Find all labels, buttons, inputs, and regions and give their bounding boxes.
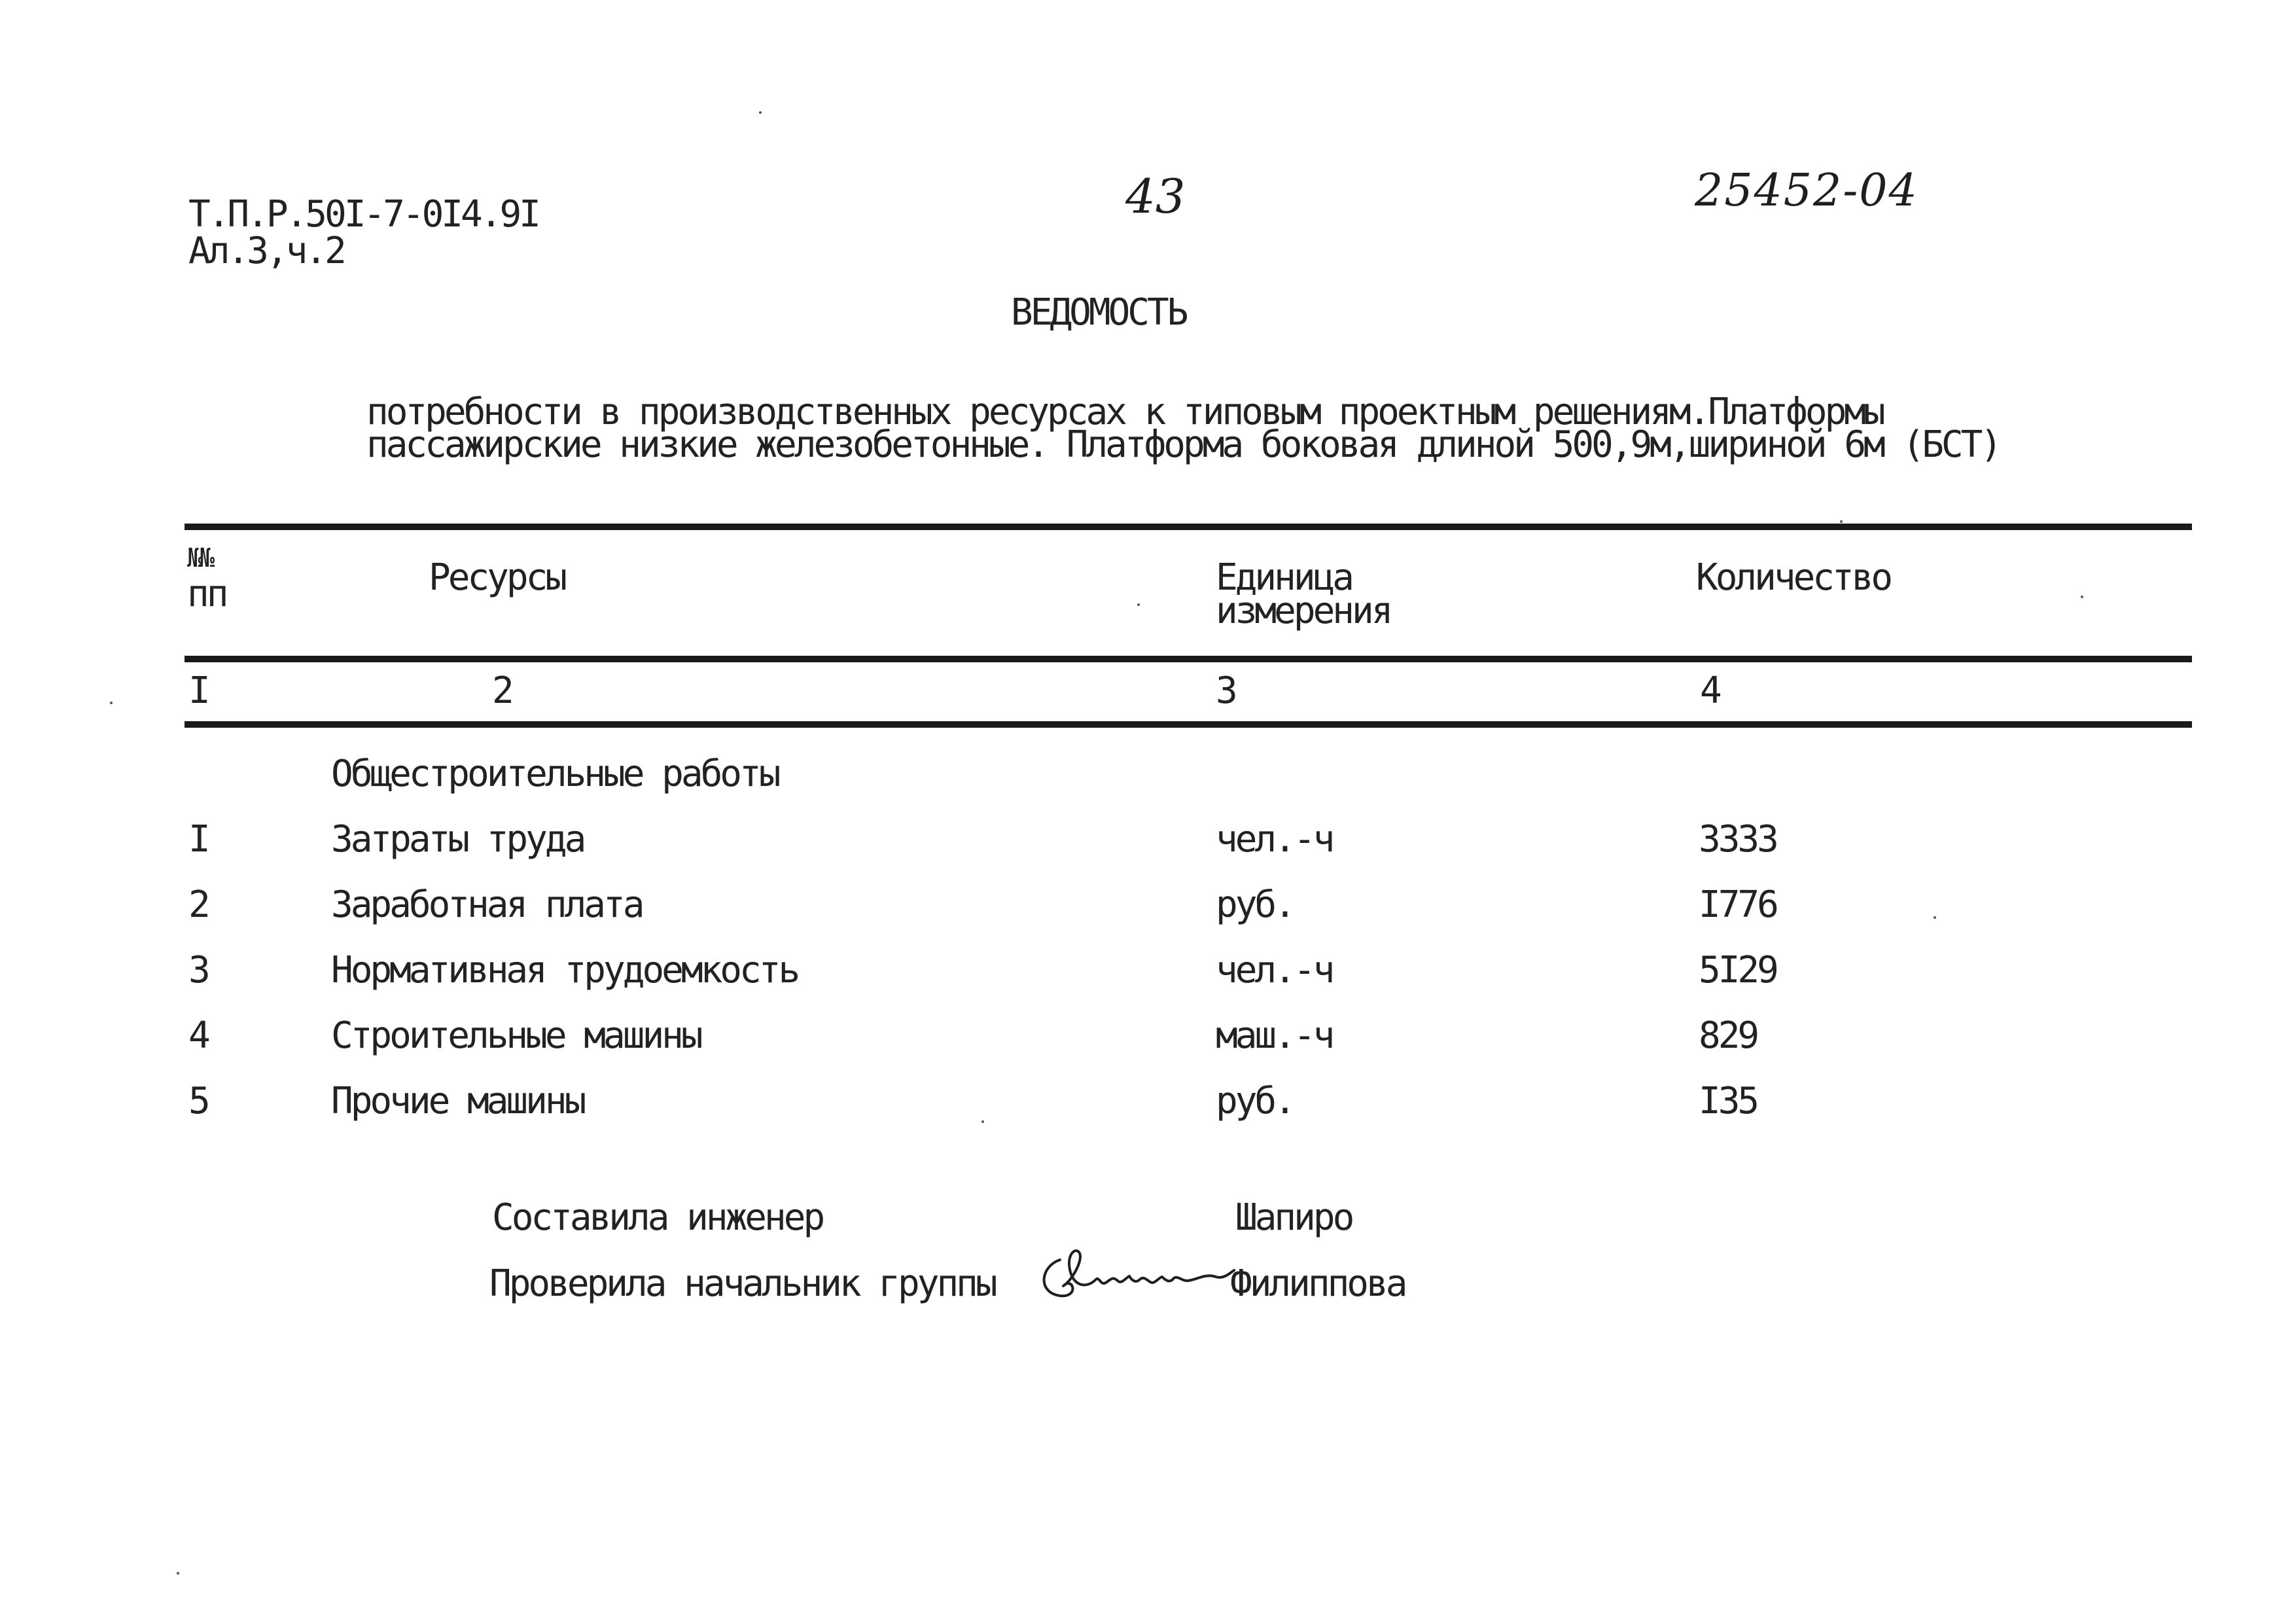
scan-speck bbox=[1840, 520, 1843, 523]
row-unit: чел.-ч bbox=[1216, 949, 1333, 991]
scan-speck bbox=[981, 1120, 984, 1123]
header-resources: Ресурсы bbox=[429, 556, 565, 599]
row-quantity: 5I29 bbox=[1699, 949, 1776, 991]
handwritten-signature bbox=[1034, 1240, 1237, 1312]
row-number: 3 bbox=[188, 949, 208, 991]
header-unit-line2: измерения bbox=[1216, 590, 1391, 632]
compiled-by-label: Составила инженер bbox=[492, 1196, 823, 1239]
row-number: 4 bbox=[188, 1014, 208, 1057]
document-album-part: Ал.3,ч.2 bbox=[188, 230, 344, 272]
scan-speck bbox=[1137, 603, 1140, 606]
row-number: 5 bbox=[188, 1080, 208, 1122]
row-unit: руб. bbox=[1216, 883, 1294, 926]
scan-speck bbox=[2081, 596, 2083, 598]
scan-speck bbox=[110, 702, 113, 704]
row-resource: Нормативная трудоемкость bbox=[331, 949, 798, 991]
row-unit: чел.-ч bbox=[1216, 818, 1333, 861]
row-resource: Затраты труда bbox=[331, 818, 584, 861]
header-unit-line1: Единица bbox=[1216, 556, 1352, 599]
scan-speck bbox=[759, 111, 762, 114]
row-resource: Заработная плата bbox=[331, 883, 643, 926]
document-code: Т.П.Р.50I-7-0I4.9I bbox=[188, 193, 539, 236]
header-num-line2: пп bbox=[187, 573, 226, 615]
subtitle-line-1: потребности в производственных ресурсах к типовым проектным решениям.Платформы bbox=[366, 391, 1883, 433]
row-number: 2 bbox=[188, 883, 208, 926]
row-quantity: 3333 bbox=[1699, 818, 1776, 861]
section-title: Общестроительные работы bbox=[331, 753, 779, 795]
row-number: I bbox=[188, 818, 208, 861]
checked-by-label: Проверила начальник группы bbox=[489, 1262, 995, 1305]
row-quantity: I35 bbox=[1699, 1080, 1757, 1122]
row-resource: Строительные машины bbox=[331, 1014, 701, 1057]
header-bottom-rule bbox=[185, 656, 2192, 662]
page-title: ВЕДОМОСТЬ bbox=[1011, 291, 1186, 334]
handwritten-archive-number: 25452-04 bbox=[1695, 165, 1918, 217]
table-top-rule bbox=[185, 524, 2192, 530]
column-number-3: 3 bbox=[1216, 669, 1235, 712]
row-resource: Прочие машины bbox=[331, 1080, 584, 1122]
header-quantity: Количество bbox=[1696, 556, 1891, 599]
row-unit: маш.-ч bbox=[1216, 1014, 1333, 1057]
subtitle-line-2: пассажирские низкие железобетонные. Платформа боковая длиной 500,9м,шириной 6м (БСТ) bbox=[366, 423, 2000, 466]
row-quantity: I776 bbox=[1699, 883, 1776, 926]
row-quantity: 829 bbox=[1699, 1014, 1757, 1057]
column-number-1: I bbox=[188, 669, 208, 712]
column-numbers-bottom-rule bbox=[185, 721, 2192, 728]
column-number-2: 2 bbox=[492, 669, 512, 712]
row-unit: руб. bbox=[1216, 1080, 1294, 1122]
scan-speck bbox=[177, 1572, 179, 1575]
compiled-by-name: Шапиро bbox=[1235, 1196, 1352, 1239]
handwritten-page-number: 43 bbox=[1125, 169, 1186, 224]
checked-by-name: Филиппова bbox=[1230, 1262, 1405, 1305]
header-num-line1: №№ bbox=[187, 543, 211, 573]
scan-speck bbox=[1934, 916, 1936, 919]
column-number-4: 4 bbox=[1700, 669, 1720, 712]
